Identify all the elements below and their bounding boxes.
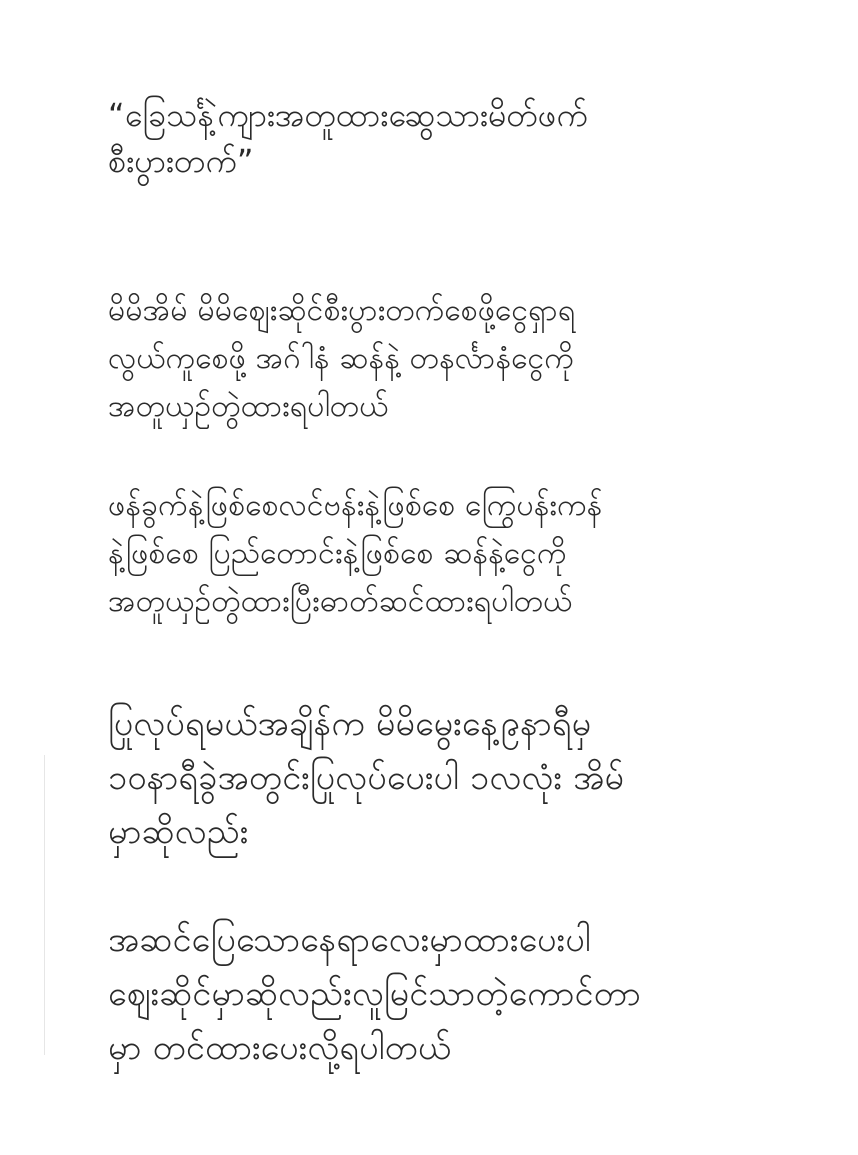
paragraph-timing: ပြုလုပ်ရမယ်အချိန်က မိမိမွေးနေ့၉နာရီမှ ၁၀နာရီခွဲအတွင်းပြုလုပ်ပေးပါ ၁လလုံး အိမ် မှာဆိုလည်း: [108, 704, 625, 852]
paragraph-rice-money: မိမိအိမ် မိမိဈေးဆိုင်စီးပွားတက်စေဖို့ငွေရှာရ လွယ်ကူစေဖို့ အဂ်ါနံ ဆန်နဲ့ တနင်္လာနံငွေကို အတူယှဉ်တွဲထားရပါတယ်: [108, 293, 576, 424]
document-title: “ခြေသင်္နဲ့ကျားအတူထားဆွေသားမိတ်ဖက် စီးပွားတက်”: [108, 96, 588, 180]
paragraph-containers: ဖန်ခွက်နဲ့ဖြစ်စေလင်ဗန်းနဲ့ဖြစ်စေ ကြွေပန်းကန် နဲ့ဖြစ်စေ ပြည်တောင်းနဲ့ဖြစ်စေ ဆန်နဲ့ငွေကို အတူယှဉ်တွဲထားပြီးဓာတ်ဆင်ထားရပါတယ်: [108, 488, 603, 619]
paragraph-placement: အဆင်ပြေသောနေရာလေးမှာထားပေးပါ ဈေးဆိုင်မှာဆိုလည်းလူမြင်သာတဲ့ကောင်တာ မှာ တင်ထားပေးလို့ရပါတယ်: [108, 920, 641, 1068]
left-edge-divider: [44, 755, 45, 1055]
